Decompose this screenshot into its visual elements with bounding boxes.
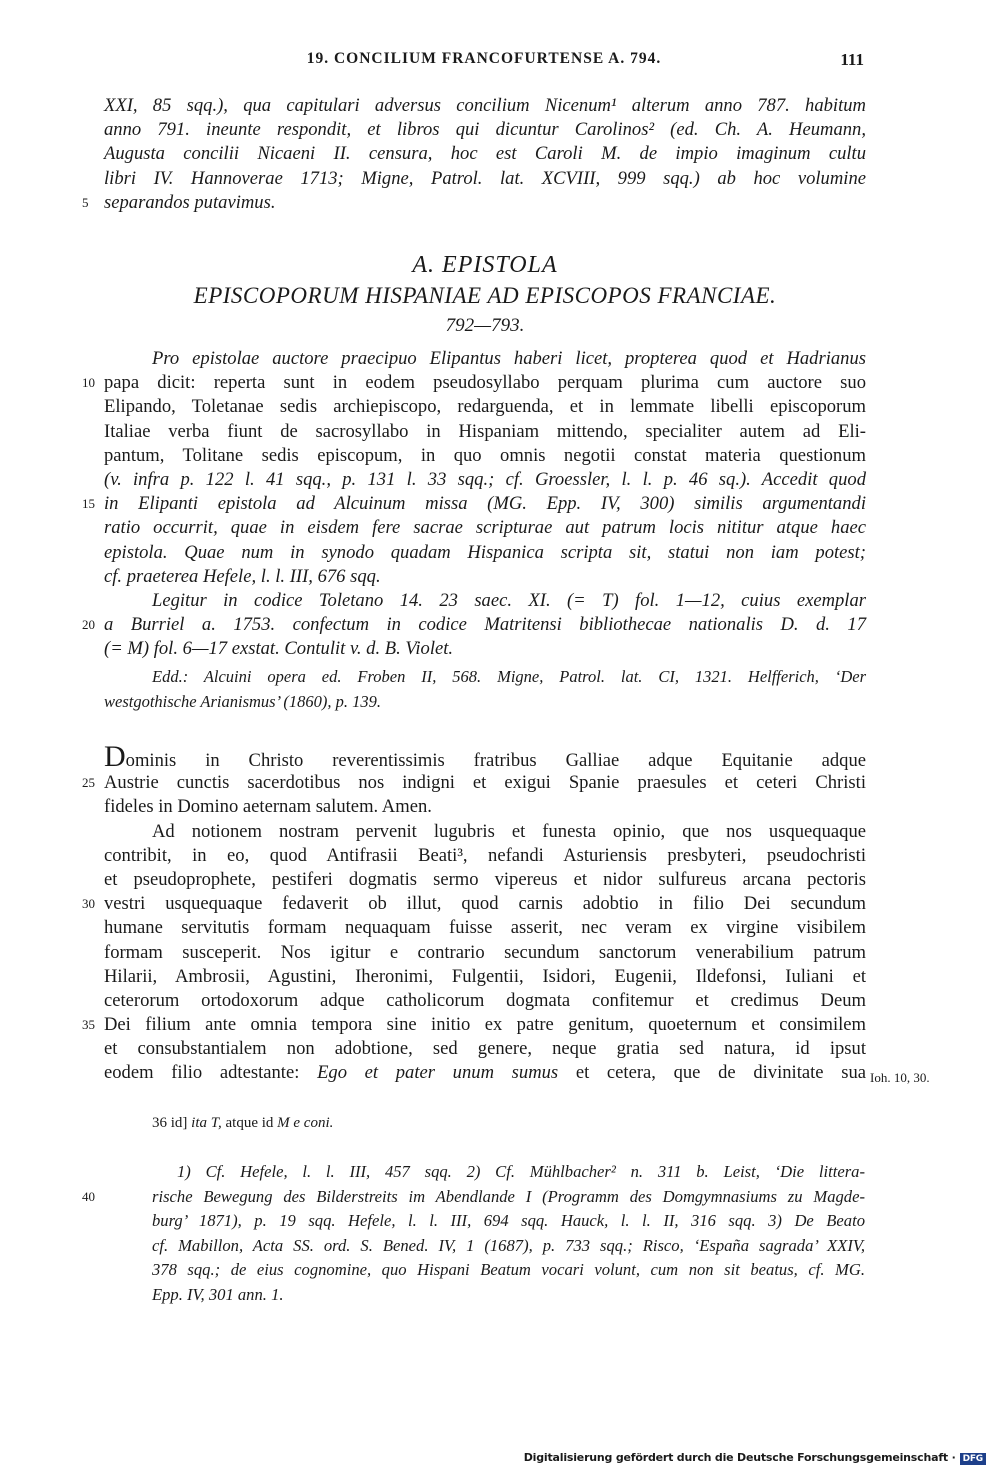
preface-line: ratio occurrit, quae in eisdem fere sacrae scripturae aut patrum locis nititur atque haec xyxy=(104,517,866,539)
section-title xyxy=(104,250,866,340)
editions-line: westgothische Arianismus’ (1860), p. 139. xyxy=(104,691,381,711)
line-number: 20 xyxy=(82,617,95,633)
intro-line-1: XXI, 85 sqq.), qua capitulari adversus concilium Nicenum¹ alterum anno 787. habitum xyxy=(104,95,866,116)
preface-line: 15 in Elipanti epistola ad Alcuinum missa (MG. Epp. IV, 300) similis argumentandi xyxy=(104,492,866,516)
intro-line-5: 5 separandos putavimus. xyxy=(104,191,866,215)
digitization-credit: Digitalisierung gefördert durch die Deutsche Forschungsgemeinschaft · DFG xyxy=(524,1451,986,1465)
title-date: 792—793. xyxy=(445,315,525,336)
letter-line: Ad notionem nostram pervenit lugubris et funesta opinio, que nos usquequaque xyxy=(152,820,866,842)
letter-line: formam susceperit. Nos igitur e contrario secundum sanctorum venerabilium patrum xyxy=(104,941,866,963)
preface-line: (= M) fol. 6—17 exstat. Contulit v. d. B. Violet. xyxy=(104,638,454,660)
intro-line-2: anno 791. ineunte respondit, et libros qui dicuntur Carolinos² (ed. Ch. A. Heumann, xyxy=(104,119,866,141)
editions-line: Edd.: Alcuini opera ed. Froben II, 568. Migne, Patrol. lat. CI, 1321. Helfferich, ‘Der xyxy=(152,667,866,687)
letter-line: humane servitutis formam nequaquam fuisse asserit, nec veram ex virgine visibilem xyxy=(104,917,866,939)
preface-line: pantum, Tolitane sedis episcopum, in quo omnis negotii constat materia questionum xyxy=(104,444,866,466)
footnote-line: Epp. IV, 301 ann. 1. xyxy=(152,1284,284,1304)
preface-line: 10 papa dicit: reperta sunt in eodem pseudosyllabo perquam plurima cum auctore suo xyxy=(104,371,866,395)
preface-line: Pro epistolae auctore praecipuo Elipantus haberi licet, propterea quod et Hadrianus xyxy=(152,348,866,369)
line-number: 35 xyxy=(82,1017,95,1033)
preface-line: (v. infra p. 122 l. 41 sqq., p. 131 l. 33 sqq.; cf. Groessler, l. l. p. 46 sq.). Accedit quod xyxy=(104,468,866,490)
line-number: 40 xyxy=(82,1188,95,1204)
letter-line: Hilarii, Ambrosii, Agustini, Iheronimi, Fulgentii, Isidori, Eugenii, Ildefonsi, Iuliani et xyxy=(104,965,866,987)
line-number: 10 xyxy=(82,375,95,391)
preface-line: epistola. Quae num in synodo quadam Hispanica scripta sit, statui non iam potest; xyxy=(104,541,866,563)
letter-line: Dominis in Christo reverentissimis fratribus Galliae adque Equitanie adque xyxy=(104,740,866,773)
line-number: 25 xyxy=(82,775,95,791)
running-head xyxy=(104,50,864,74)
footnote-line: cf. Mabillon, Acta SS. ord. S. Bened. IV, 1 (1687), p. 733 sqq.; Risco, ‘España sagrada’ XXIV, xyxy=(152,1235,865,1255)
preface-line: Italiae verba fiunt de sacrosyllabo in Hispaniam mittendo, specialiter autem ad Eli- xyxy=(104,420,866,442)
intro-line-4: libri IV. Hannoverae 1713; Migne, Patrol. lat. XCVIII, 999 sqq.) ab hoc volumine xyxy=(104,167,866,189)
line-number: 5 xyxy=(82,194,89,210)
preface-line: cf. praeterea Hefele, l. l. III, 676 sqq. xyxy=(104,565,381,587)
footnote-line: burg’ 1871), p. 19 sqq. Hefele, l. l. III, 694 sqq. Hauck, l. l. II, 316 sqq. 3) De Beato xyxy=(152,1211,865,1231)
preface-line: Elipando, Toletanae sedis archiepiscopo, redarguenda, et in lemmate libelli episcoporum xyxy=(104,396,866,418)
letter-line: ceterorum ortodoxorum adque catholicorum dogmata confitemur et credimus Deum xyxy=(104,989,866,1011)
dfg-logo: DFG xyxy=(960,1453,986,1465)
intro-line-3: Augusta concilii Nicaeni II. censura, hoc est Caroli M. de impio imaginum cultu xyxy=(104,143,866,165)
running-title: 19. CONCILIUM FRANCOFURTENSE A. 794. xyxy=(306,50,662,67)
drop-cap: D xyxy=(104,740,126,773)
critical-apparatus: 36 id] ita T, atque id M e coni. xyxy=(152,1115,334,1131)
letter-line: 25 Austrie cunctis sacerdotibus nos indigni et exigui Spanie praesules et ceteri Christi xyxy=(104,771,866,795)
letter-line: contribit, in eo, quod Antifrasii Beati³, nefandi Asturiensis presbyteri, pseudochristi xyxy=(104,844,866,866)
letter-line: 35 Dei filium ante omnia tempora sine initio ex patre genitum, quoeternum et consimilem xyxy=(104,1013,866,1037)
preface-line: 20 a Burriel a. 1753. confectum in codice Matritensi bibliothecae nationalis D. d. 17 xyxy=(104,613,866,637)
footnote-line: 378 sqq.; de eius cognomine, quo Hispani Beatum vocari volunt, cum non sit beatus, cf. MG. xyxy=(152,1260,865,1280)
page-number: 111 xyxy=(840,50,864,69)
scripture-quote: Ego et pater unum sumus xyxy=(317,1062,559,1084)
preface-line: Legitur in codice Toletano 14. 23 saec. XI. (= T) fol. 1—12, cuius exemplar xyxy=(152,589,866,611)
title-line-1: A. EPISTOLA xyxy=(412,252,558,278)
title-line-2: EPISCOPORUM HISPANIAE AD EPISCOPOS FRANCIAE. xyxy=(193,283,777,308)
footnotes xyxy=(82,1160,865,1308)
footnote-line: 40 rische Bewegung des Bilderstreits im Abendlande I (Programm des Domgymnasiums zu Magde- xyxy=(152,1185,865,1210)
letter-line: fideles in Domino aeternam salutem. Amen. xyxy=(104,796,432,818)
letter-line: 30 vestri usquequaque fedaverit ob illut, quod carnis adobtio in filio Dei secundum xyxy=(104,892,866,916)
letter-line: et pseudoprophete, pestiferi dogmatis sermo vipereus et nidor sulfureus arcana pectoris xyxy=(104,868,866,890)
margin-reference: Ioh. 10, 30. xyxy=(870,1070,930,1085)
line-number: 30 xyxy=(82,896,95,912)
letter-line: eodem filio adtestante: Ego et pater unum sumus et cetera, que de divinitate sua xyxy=(104,1062,866,1084)
letter-text xyxy=(82,740,866,1086)
line-number: 15 xyxy=(82,496,95,512)
intro-paragraph xyxy=(82,94,866,215)
footnote-line: 1) Cf. Hefele, l. l. III, 457 sqq. 2) Cf. Mühlbacher² n. 311 b. Leist, ‘Die littera- xyxy=(177,1162,865,1181)
preface xyxy=(82,347,866,714)
letter-line: et consubstantialem non adobtione, sed genere, neque gratia sed natura, id ipsut xyxy=(104,1038,866,1060)
